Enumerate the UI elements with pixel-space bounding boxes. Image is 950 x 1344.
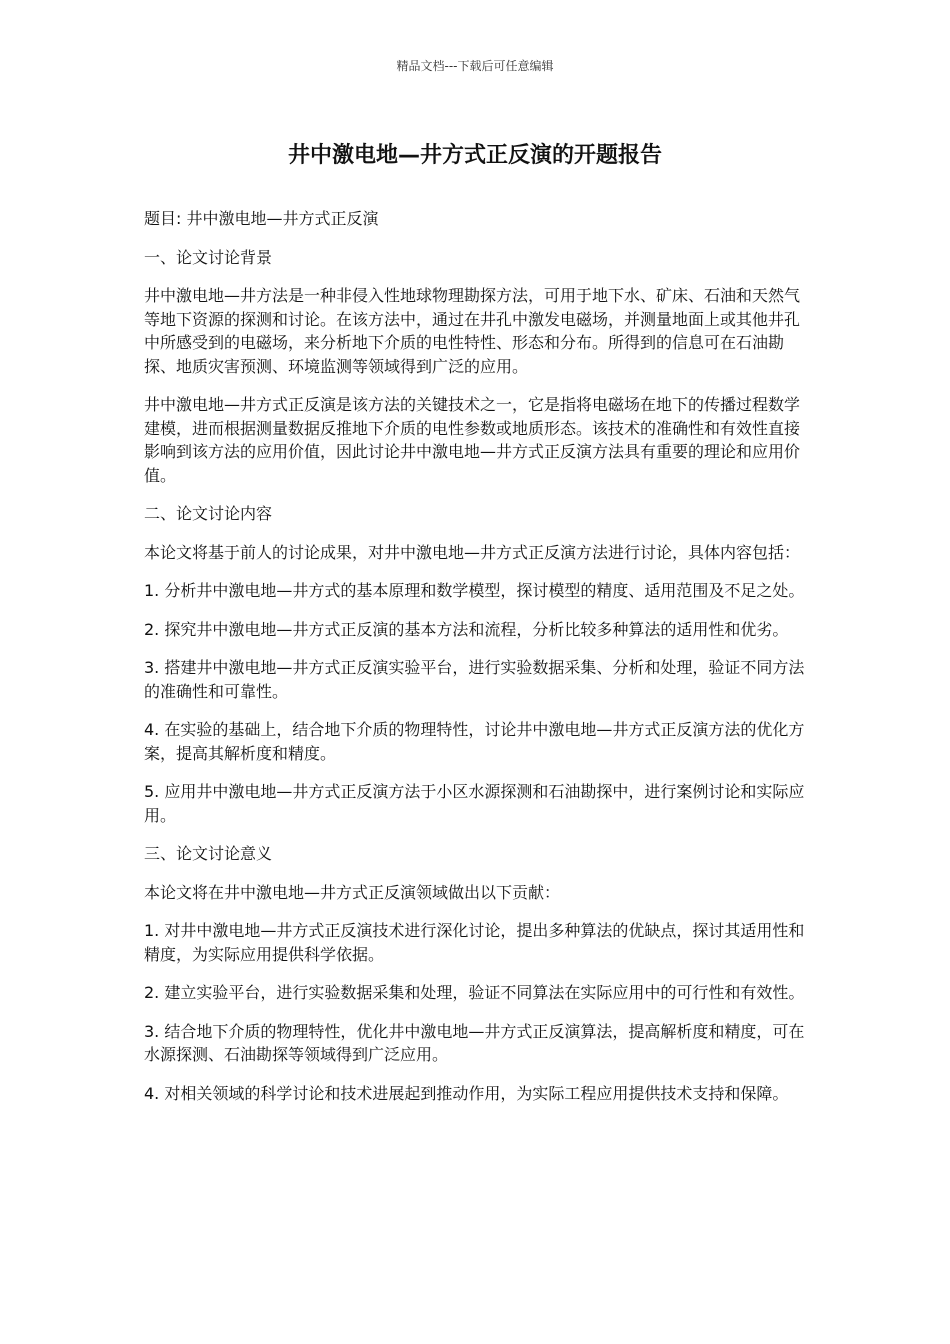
section-heading: 二、论文讨论内容 <box>144 504 273 523</box>
body-paragraph: 井中激电地—井方法是一种非侵入性地球物理勘探方法，可用于地下水、矿床、石油和天然气等地下资源的探测和讨论。在该方法中，通过在井孔中激发电磁场，并测量地面上或其他井孔中所感受到的电磁场，来分析地下介质的电性特性、形态和分布。所得到的信息可在石油勘探、地质灾害预测、环境监测等领域得到广泛的应用。 <box>144 286 801 376</box>
section-heading: 一、论文讨论背景 <box>144 247 273 267</box>
list-item: 2. 探究井中激电地—井方式正反演的基本方法和流程，分析比较多种算法的适用性和优劣。 <box>144 619 789 639</box>
document-title: 井中激电地—井方式正反演的开题报告 <box>287 143 662 168</box>
list-item: 2. 建立实验平台，进行实验数据采集和处理，验证不同算法在实际应用中的可行性和有效性。 <box>144 983 805 1002</box>
page-header: 精品文档---下载后可任意编辑 <box>396 59 554 73</box>
list-item: 3. 结合地下介质的物理特性，优化井中激电地—井方式正反演算法，提高解析度和精度，可在水源探测、石油勘探等领域得到广泛应用。 <box>144 1021 805 1064</box>
topic-line: 题目: 井中激电地—井方式正反演 <box>144 209 379 228</box>
list-item: 1. 对井中激电地—井方式正反演技术进行深化讨论，提出多种算法的优缺点，探讨其适用性和精度，为实际应用提供科学依据。 <box>144 921 805 964</box>
body-paragraph: 本论文将基于前人的讨论成果，对井中激电地—井方式正反演方法进行讨论，具体内容包括： <box>144 542 801 562</box>
body-paragraph: 井中激电地—井方式正反演是该方法的关键技术之一，它是指将电磁场在地下的传播过程数学建模，进而根据测量数据反推地下介质的电性参数或地质形态。该技术的准确性和有效性直接影响到该方法的应用价值，因此讨论井中激电地—井方式正反演方法具有重要的理论和应用价值。 <box>144 395 801 485</box>
section-heading: 三、论文讨论意义 <box>144 844 273 863</box>
document-body <box>144 207 806 1120</box>
list-item: 1. 分析井中激电地—井方式的基本原理和数学模型，探讨模型的精度、适用范围及不足之处。 <box>144 581 805 600</box>
list-item: 5. 应用井中激电地—井方式正反演方法于小区水源探测和石油勘探中，进行案例讨论和实际应用。 <box>144 782 805 825</box>
list-item: 4. 在实验的基础上，结合地下介质的物理特性，讨论井中激电地—井方式正反演方法的优化方案，提高其解析度和精度。 <box>144 720 805 763</box>
list-item: 4. 对相关领域的科学讨论和技术进展起到推动作用，为实际工程应用提供技术支持和保障。 <box>144 1083 789 1103</box>
body-paragraph: 本论文将在井中激电地—井方式正反演领域做出以下贡献： <box>144 882 561 902</box>
list-item: 3. 搭建井中激电地—井方式正反演实验平台，进行实验数据采集、分析和处理，验证不同方法的准确性和可靠性。 <box>144 658 805 701</box>
